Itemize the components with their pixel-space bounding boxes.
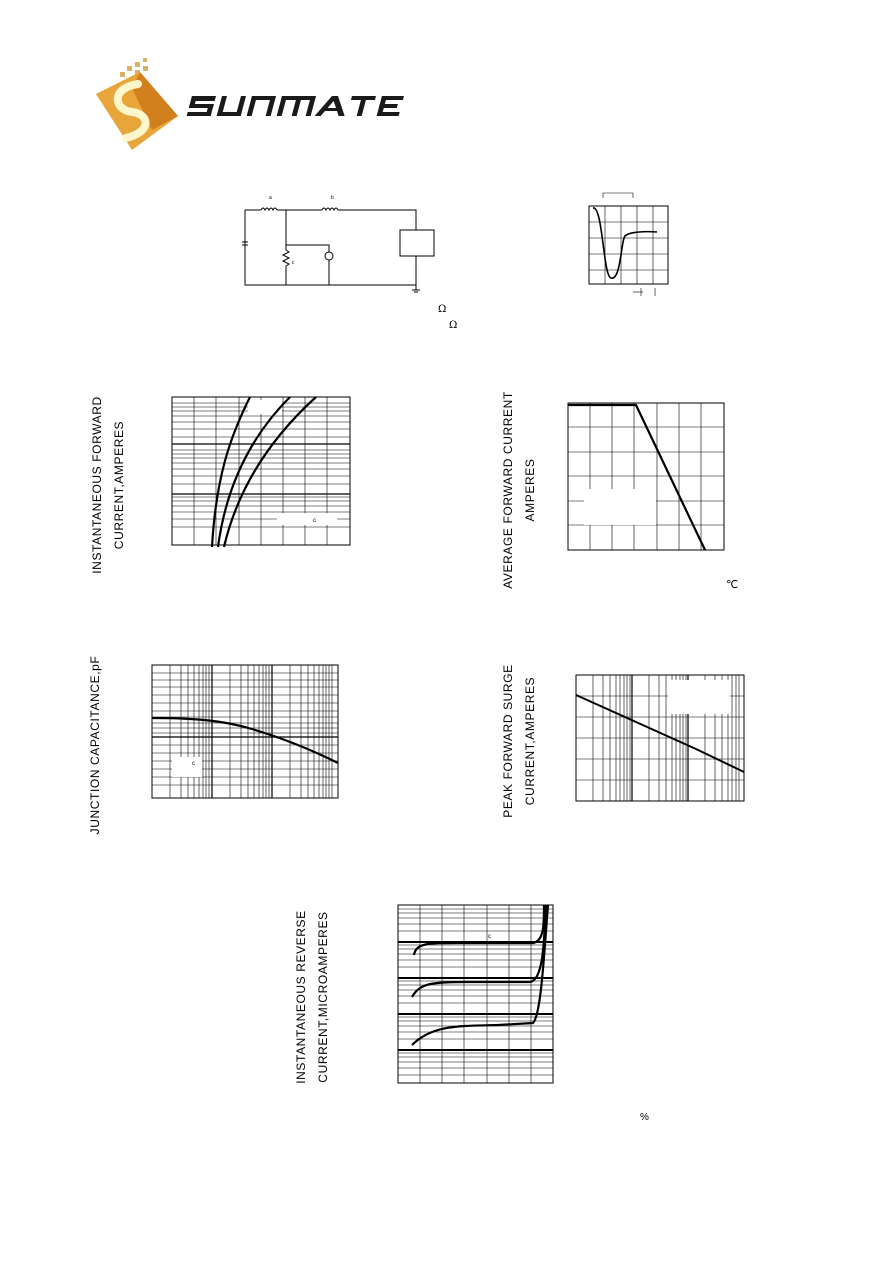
test-circuit-diagram — [236, 190, 476, 340]
svg-text:c: c — [192, 761, 195, 767]
fig1-forward-chart — [172, 397, 352, 547]
logo-emblem-icon — [92, 58, 392, 158]
fig2-derating-chart — [568, 403, 728, 553]
fig2-temperature-unit: ℃ — [726, 579, 739, 591]
fig2-y-label-line2: AMPERES — [523, 458, 537, 522]
omega-symbol-2: Ω — [449, 320, 458, 331]
fig2-y-label-line1: AVERAGE FORWARD CURRENT — [501, 391, 515, 589]
brand-logo — [92, 58, 392, 158]
waveform-plot — [585, 188, 675, 303]
svg-text:c: c — [292, 260, 295, 266]
fig5-percent-unit: % — [640, 1112, 649, 1123]
fig3-y-axis-label — [84, 645, 106, 845]
fig4-y-label-line2: CURRENT,AMPERES — [523, 676, 537, 806]
recovery-waveform — [585, 188, 675, 303]
fig1-y-label-line2: CURRENT,AMPERES — [112, 420, 126, 550]
fig4-surge-chart — [576, 675, 748, 805]
fig4-y-label-line1: PEAK FORWARD SURGE — [501, 664, 515, 818]
circuit-schematic — [236, 190, 476, 340]
fig1-y-label-line1: INSTANTANEOUS FORWARD — [90, 396, 104, 574]
fig3-y-label: JUNCTION CAPACITANCE,pF — [88, 655, 102, 835]
fig4-y-axis-label — [497, 655, 541, 827]
svg-text:a: a — [269, 195, 272, 201]
omega-symbol-1: Ω — [438, 304, 447, 315]
fig1-y-axis-label — [86, 385, 130, 585]
fig5-y-label-line1: INSTANTANEOUS REVERSE — [294, 910, 308, 1084]
fig3-capacitance-chart — [152, 665, 342, 801]
fig5-y-label-line2: CURRENT,MICROAMPERES — [316, 911, 330, 1083]
svg-text:c: c — [488, 934, 491, 940]
fig2-y-axis-label — [497, 380, 541, 600]
svg-text:b: b — [331, 195, 334, 201]
fig5-y-axis-label — [290, 902, 334, 1092]
svg-text:c: c — [313, 518, 316, 524]
fig5-reverse-chart — [398, 905, 558, 1087]
